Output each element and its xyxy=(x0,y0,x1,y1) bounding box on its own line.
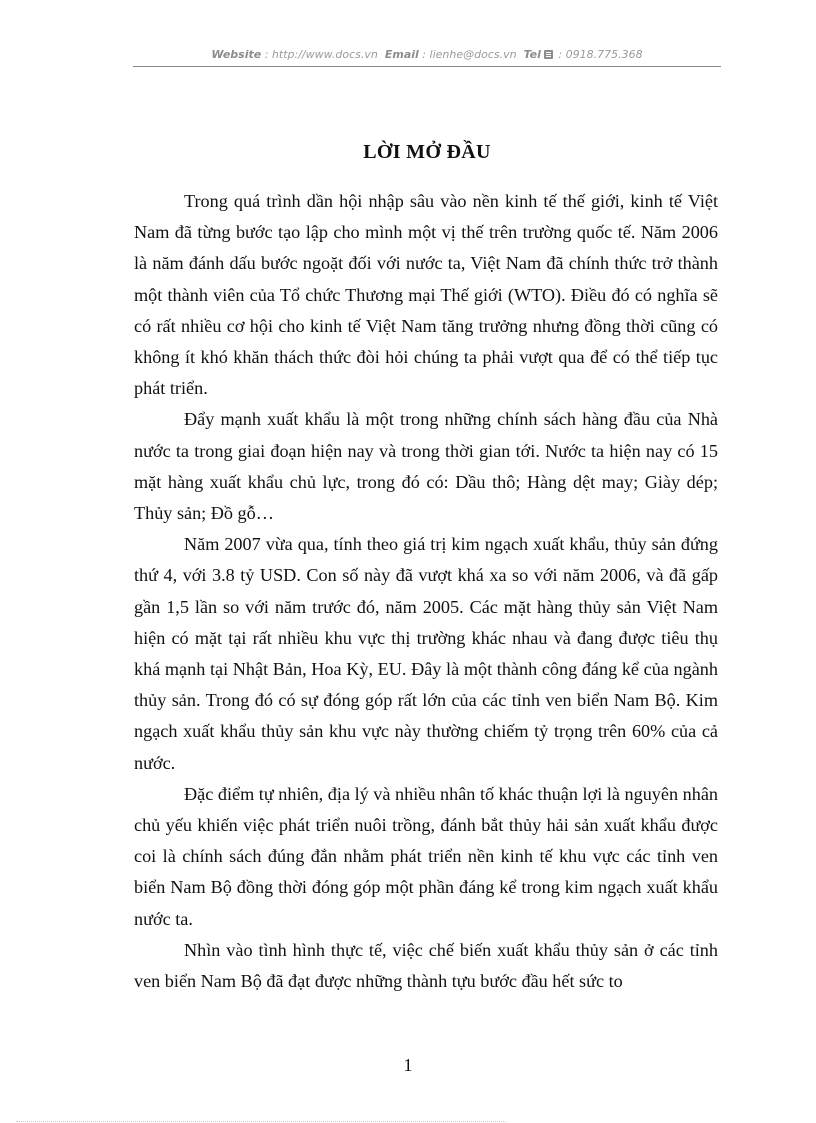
page-bottom-border xyxy=(16,1121,506,1122)
phone-icon xyxy=(544,50,553,59)
email-sep: : xyxy=(418,48,430,61)
email-link[interactable]: lienhe@docs.vn xyxy=(429,48,517,61)
website-link[interactable]: http://www.docs.vn xyxy=(271,48,378,61)
website-sep: : xyxy=(261,48,272,61)
document-body xyxy=(134,186,718,997)
email-label: Email xyxy=(384,48,419,61)
tel-number: 0918.775.368 xyxy=(565,48,643,61)
paragraph: Đẩy mạnh xuất khẩu là một trong những chính sách hàng đầu của Nhà nước ta trong giai đoạn hiện nay và trong thời gian tới. Nước ta hiện nay có 15 mặt hàng xuất khẩu chủ lực, trong đó có: Dầu thô; Hàng dệt may; Giày dép; Thủy sản; Đồ gỗ… xyxy=(134,409,718,524)
tel-label: Tel xyxy=(523,48,541,61)
document-title: LỜI MỞ ĐẦU xyxy=(363,141,491,163)
website-label: Website xyxy=(211,48,262,61)
paragraph: Trong quá trình dần hội nhập sâu vào nền kinh tế thế giới, kinh tế Việt Nam đã từng bước tạo lập cho mình một vị thế trên trường quốc tế. Năm 2006 là năm đánh dấu bước ngoặt đối với nước ta, Việt Nam đã chính thức trở thành một thành viên của Tổ chức Thương mại Thế giới (WTO). Điều đó có nghĩa sẽ có rất nhiều cơ hội cho kinh tế Việt Nam tăng trưởng nhưng đồng thời cũng có không ít khó khăn thách thức đòi hỏi chúng ta phải vượt qua để có thể tiếp tục phát triển. xyxy=(134,191,718,399)
paragraph: Đặc điểm tự nhiên, địa lý và nhiều nhân tố khác thuận lợi là nguyên nhân chủ yếu khiến việc phát triển nuôi trồng, đánh bắt thủy hải sản xuất khẩu được coi là chính sách đúng đắn nhằm phát triển nền kinh tế khu vực các tỉnh ven biển Nam Bộ đồng thời đóng góp một phần đáng kể trong kim ngạch xuất khẩu nước ta. xyxy=(134,783,718,929)
page-number: 1 xyxy=(403,1055,413,1075)
tel-sep: : xyxy=(554,48,566,61)
paragraph: Năm 2007 vừa qua, tính theo giá trị kim ngạch xuất khẩu, thủy sản đứng thứ 4, với 3.8 tỷ USD. Con số này đã vượt khá xa so với năm 2006, và đã gấp gần 1,5 lần so với năm trước đó, năm 2005. Các mặt hàng thủy sản Việt Nam hiện có mặt tại rất nhiều khu vực thị trường khác nhau và đang được tiêu thụ khá mạnh tại Nhật Bản, Hoa Kỳ, EU. Đây là một thành công đáng kể của ngành thủy sản. Trong đó có sự đóng góp rất lớn của các tỉnh ven biển Nam Bộ. Kim ngạch xuất khẩu thủy sản khu vực này thường chiếm tỷ trọng trên 60% của cả nước. xyxy=(134,534,718,773)
page-header xyxy=(133,46,721,67)
paragraph: Nhìn vào tình hình thực tế, việc chế biến xuất khẩu thủy sản ở các tỉnh ven biển Nam Bộ đã đạt được những thành tựu bước đầu hết sức to xyxy=(134,939,718,992)
